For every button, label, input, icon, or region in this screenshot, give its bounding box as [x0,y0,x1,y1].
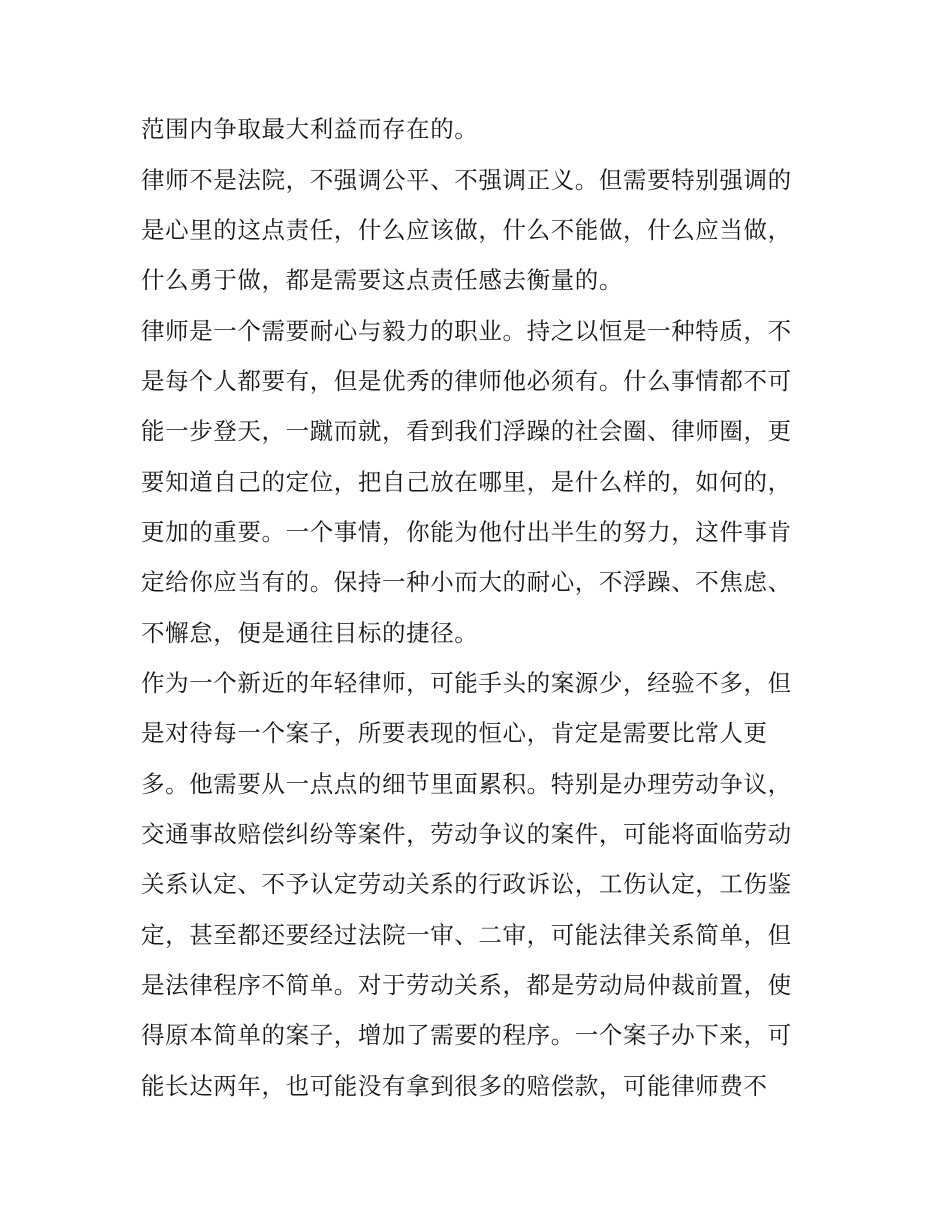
text-line: 是心里的这点责任，什么应该做，什么不能做，什么应当做， [141,216,792,244]
text-line: 得原本简单的案子，增加了需要的程序。一个案子办下来，可 [141,1021,792,1049]
text-line: 定给你应当有的。保持一种小而大的耐心，不浮躁、不焦虑、 [141,568,792,596]
text-line: 是对待每一个案子，所要表现的恒心，肯定是需要比常人更 [141,719,768,747]
text-line: 律师不是法院，不强调公平、不强调正义。但需要特别强调的 [141,166,792,194]
text-line: 定，甚至都还要经过法院一审、二审，可能法律关系简单，但 [141,921,792,949]
text-line: 能一步登天，一蹴而就，看到我们浮躁的社会圈、律师圈，更 [141,417,792,445]
text-line: 范围内争取最大利益而存在的。 [141,115,479,143]
text-line: 不懈怠，便是通往目标的捷径。 [141,619,479,647]
text-line: 能长达两年，也可能没有拿到很多的赔偿款，可能律师费不 [141,1072,768,1100]
text-line: 是法律程序不简单。对于劳动关系，都是劳动局仲裁前置，使 [141,971,792,999]
text-line: 作为一个新近的年轻律师，可能手头的案源少，经验不多，但 [141,669,792,697]
text-line: 什么勇于做，都是需要这点责任感去衡量的。 [141,266,623,294]
text-line: 是每个人都要有，但是优秀的律师他必须有。什么事情都不可 [141,367,792,395]
text-line: 关系认定、不予认定劳动关系的行政诉讼，工伤认定，工伤鉴 [141,870,792,898]
text-line: 要知道自己的定位，把自己放在哪里，是什么样的，如何的， [141,468,792,496]
text-line: 多。他需要从一点点的细节里面累积。特别是办理劳动争议， [141,770,792,798]
text-line: 律师是一个需要耐心与毅力的职业。持之以恒是一种特质，不 [141,317,792,345]
text-line: 更加的重要。一个事情，你能为他付出半生的努力，这件事肯 [141,518,792,546]
text-line: 交通事故赔偿纠纷等案件，劳动争议的案件，可能将面临劳动 [141,820,792,848]
